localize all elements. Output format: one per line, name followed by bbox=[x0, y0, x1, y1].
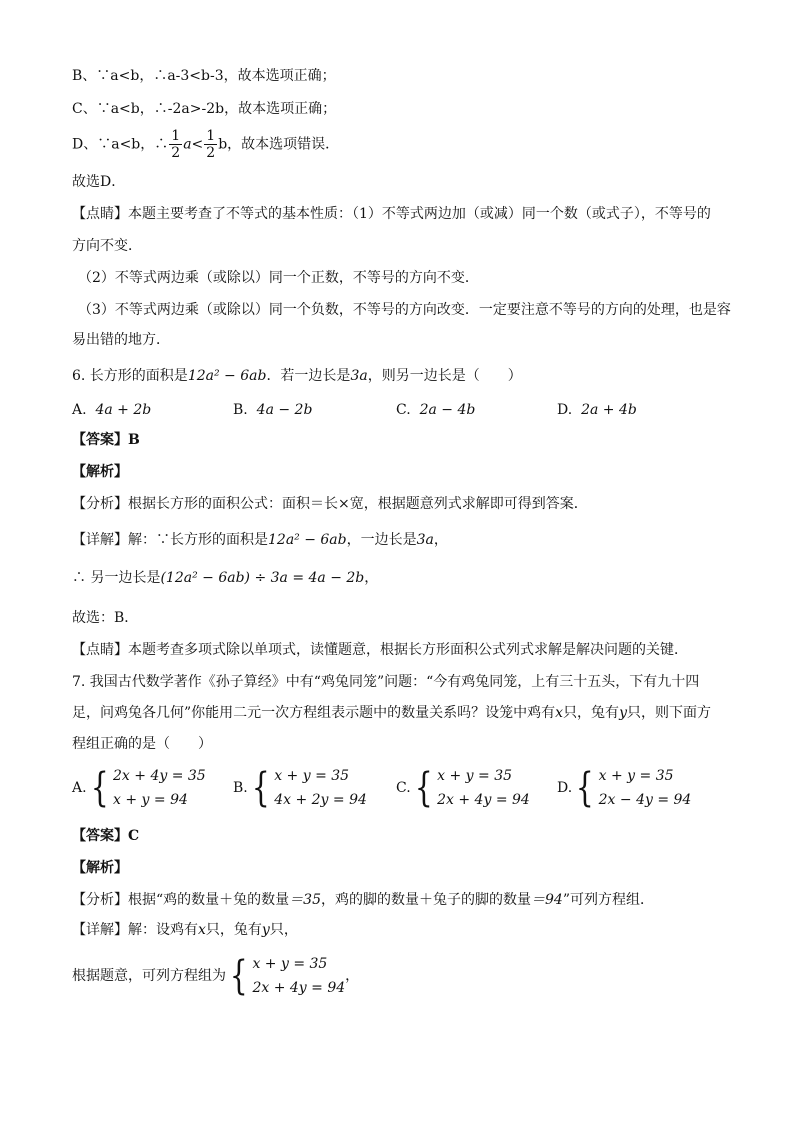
q6-option-b-letter: B. bbox=[233, 402, 248, 418]
q6-stem-prefix: 6. 长方形的面积是 bbox=[72, 368, 188, 384]
q7-system-eq2: 2x + 4y = 94 bbox=[252, 980, 346, 996]
q6-option-a-expr: 4a + 2b bbox=[95, 402, 152, 418]
q7-detail-middle: 只，兔有 bbox=[205, 922, 262, 938]
q5-note-line-2: 方向不变． bbox=[72, 238, 142, 254]
q6-calc-expression: (12a² − 6ab) ÷ 3a = 4a − 2b bbox=[160, 570, 365, 586]
q7-analysis-heading: 【解析】 bbox=[72, 860, 128, 876]
q5-note-line-4: （3）不等式两边乘（或除以）同一个负数，不等号的方向改变．一定要注意不等号的方向的处理，也是容 bbox=[78, 302, 731, 318]
q7-var-y: y bbox=[619, 705, 627, 721]
q7-option-d-system bbox=[557, 764, 691, 812]
q7-fenxi-eq2: ＝94 bbox=[531, 892, 563, 908]
q6-option-a-letter: A. bbox=[72, 402, 87, 418]
q7-system-end: ， bbox=[345, 968, 360, 984]
left-brace-icon: { bbox=[251, 765, 270, 811]
q6-note: 【点睛】本题考查多项式除以单项式，读懂题意，根据长方形面积公式列式求解是解决问题的关键． bbox=[72, 642, 688, 658]
q5-note-line-5: 易出错的地方． bbox=[72, 332, 170, 348]
q5-note-line-1: 【点睛】本题主要考查了不等式的基本性质：（1）不等式两边加（或减）同一个数（或式子），不等号的 bbox=[72, 206, 711, 222]
fraction-denominator: 2 bbox=[171, 145, 181, 161]
q6-detail-expression: 12a² − 6ab bbox=[268, 532, 347, 548]
q6-stem-suffix: ，则另一边长是（ ） bbox=[367, 368, 522, 384]
fraction-numerator-2: 1 bbox=[206, 128, 216, 144]
q6-answer: 【答案】B bbox=[72, 432, 140, 448]
left-brace-icon: { bbox=[229, 953, 248, 999]
q7-fenxi-suffix: ”可列方程组． bbox=[562, 892, 654, 908]
option-d-explanation bbox=[72, 128, 339, 161]
q7-option-b-eq1: x + y = 35 bbox=[274, 768, 350, 784]
q6-option-b bbox=[233, 400, 312, 420]
option-c-explanation: C、∵a<b，∴-2a>-2b，故本选项正确； bbox=[72, 101, 337, 117]
q6-side-expression: 3a bbox=[350, 368, 368, 384]
q7-detail-x: x bbox=[198, 922, 206, 938]
q6-option-a bbox=[72, 400, 151, 420]
q7-stem-2-suffix: 只，则下面方 bbox=[626, 705, 711, 721]
q7-option-a-eq2: x + y = 94 bbox=[113, 792, 188, 808]
q7-detail-y: y bbox=[261, 922, 270, 938]
left-brace-icon: { bbox=[576, 765, 594, 811]
q7-system-prefix: 根据题意，可列方程组为 bbox=[72, 968, 226, 984]
q7-option-b-eq2: 4x + 2y = 94 bbox=[274, 792, 367, 808]
q6-detail-side: 3a bbox=[416, 532, 434, 548]
fraction-denominator-2: 2 bbox=[206, 145, 216, 161]
q6-calculation bbox=[72, 568, 378, 588]
q6-calc-end: ， bbox=[364, 570, 379, 586]
q7-option-d bbox=[557, 764, 691, 812]
q7-fenxi bbox=[72, 890, 654, 910]
q7-fenxi-eq1: ＝35 bbox=[289, 892, 321, 908]
q7-detail-suffix: 只， bbox=[269, 922, 298, 938]
q7-option-c-eq1: x + y = 35 bbox=[437, 768, 513, 784]
option-d-suffix: b，故本选项错误． bbox=[218, 136, 340, 153]
q6-option-c-letter: C. bbox=[396, 402, 411, 418]
q6-option-d-expr: 2a + 4b bbox=[581, 402, 637, 418]
left-brace-icon: { bbox=[414, 765, 433, 811]
q7-option-c-eq2: 2x + 4y = 94 bbox=[437, 792, 530, 808]
q7-option-a-eq1: 2x + 4y = 35 bbox=[113, 768, 206, 784]
left-brace-icon: { bbox=[90, 765, 109, 811]
q7-option-a-letter: A. bbox=[72, 780, 87, 796]
option-d-prefix: D、∵a<b，∴ bbox=[72, 136, 169, 153]
q7-option-d-letter: D. bbox=[557, 780, 573, 796]
q6-fenxi: 【分析】根据长方形的面积公式：面积＝长×宽，根据题意列式求解即可得到答案． bbox=[72, 496, 588, 512]
q6-detail-middle: ，一边长是 bbox=[346, 532, 417, 548]
q7-stem-line-1: 7. 我国古代数学著作《孙子算经》中有“鸡兔同笼”问题：“今有鸡兔同笼，上有三十五头，下有九十四 bbox=[72, 674, 700, 690]
q6-option-d-letter: D. bbox=[557, 402, 573, 418]
q7-system-equations bbox=[252, 952, 345, 1000]
q7-fenxi-prefix: 【分析】根据“鸡的数量＋兔的数量 bbox=[72, 892, 290, 908]
q7-answer: 【答案】C bbox=[72, 828, 140, 844]
q6-detail-prefix: 【详解】解： bbox=[72, 532, 156, 548]
q5-note-line-3: （2）不等式两边乘（或除以）同一个正数，不等号的方向不变． bbox=[78, 270, 479, 286]
q7-option-c-system bbox=[396, 764, 530, 812]
q7-system-group bbox=[72, 952, 359, 1000]
q7-option-a-equations bbox=[113, 764, 206, 812]
q7-stem-line-2 bbox=[72, 703, 711, 723]
q6-area-expression: 12a² − 6ab bbox=[187, 368, 267, 384]
q6-option-c-expr: 2a − 4b bbox=[419, 402, 476, 418]
q7-option-b-letter: B. bbox=[233, 780, 248, 796]
option-b-explanation: B、∵a<b，∴a-3<b-3，故本选项正确； bbox=[72, 68, 336, 84]
q6-option-b-expr: 4a − 2b bbox=[256, 402, 313, 418]
fraction-half-2 bbox=[204, 128, 217, 161]
q7-stem-2-prefix: 足，问鸡兔各几何”你能用二元一次方程组表示题中的数量关系吗？设笼中鸡有 bbox=[72, 705, 556, 721]
q6-stem-middle: ．若一边长是 bbox=[266, 368, 351, 384]
q7-option-c bbox=[396, 764, 530, 812]
option-d-middle: a< bbox=[183, 136, 204, 153]
q7-detail-prefix: 【详解】解：设鸡有 bbox=[72, 922, 198, 938]
q7-option-d-eq2: 2x − 4y = 94 bbox=[598, 792, 692, 808]
q7-option-c-equations bbox=[437, 764, 530, 812]
because-symbol: ∵ bbox=[156, 532, 170, 548]
q7-stem-2-middle: 只，兔有 bbox=[563, 705, 620, 721]
q7-option-b-equations bbox=[274, 764, 367, 812]
q7-option-b bbox=[233, 764, 367, 812]
q7-option-b-system bbox=[233, 764, 367, 812]
q5-choice: 故选D． bbox=[72, 174, 126, 190]
q7-system bbox=[72, 952, 359, 1000]
fraction-half bbox=[169, 128, 182, 161]
q6-option-d bbox=[557, 400, 637, 420]
q7-fenxi-middle: ，鸡的脚的数量＋兔子的脚的数量 bbox=[321, 892, 531, 908]
q7-option-d-equations bbox=[599, 764, 692, 812]
q7-stem-line-3: 程组正确的是（ ） bbox=[72, 736, 212, 752]
q7-var-x: x bbox=[555, 705, 564, 721]
q6-choice: 故选：B． bbox=[72, 610, 139, 626]
q6-analysis-heading: 【解析】 bbox=[72, 464, 128, 480]
q6-calc-prefix: ∴ 另一边长是 bbox=[72, 570, 161, 586]
q6-option-c bbox=[396, 400, 475, 420]
q7-option-c-letter: C. bbox=[396, 780, 411, 796]
q6-detail bbox=[72, 530, 448, 550]
q7-detail bbox=[72, 920, 298, 940]
q7-option-d-eq1: x + y = 35 bbox=[598, 768, 674, 784]
q6-stem bbox=[72, 366, 522, 386]
q7-option-a-system bbox=[72, 764, 206, 812]
fraction-numerator: 1 bbox=[171, 128, 181, 144]
q7-option-a bbox=[72, 764, 206, 812]
q6-detail-text: 长方形的面积是 bbox=[170, 532, 268, 548]
q7-system-eq1: x + y = 35 bbox=[252, 956, 328, 972]
q6-detail-end: ， bbox=[433, 532, 448, 548]
